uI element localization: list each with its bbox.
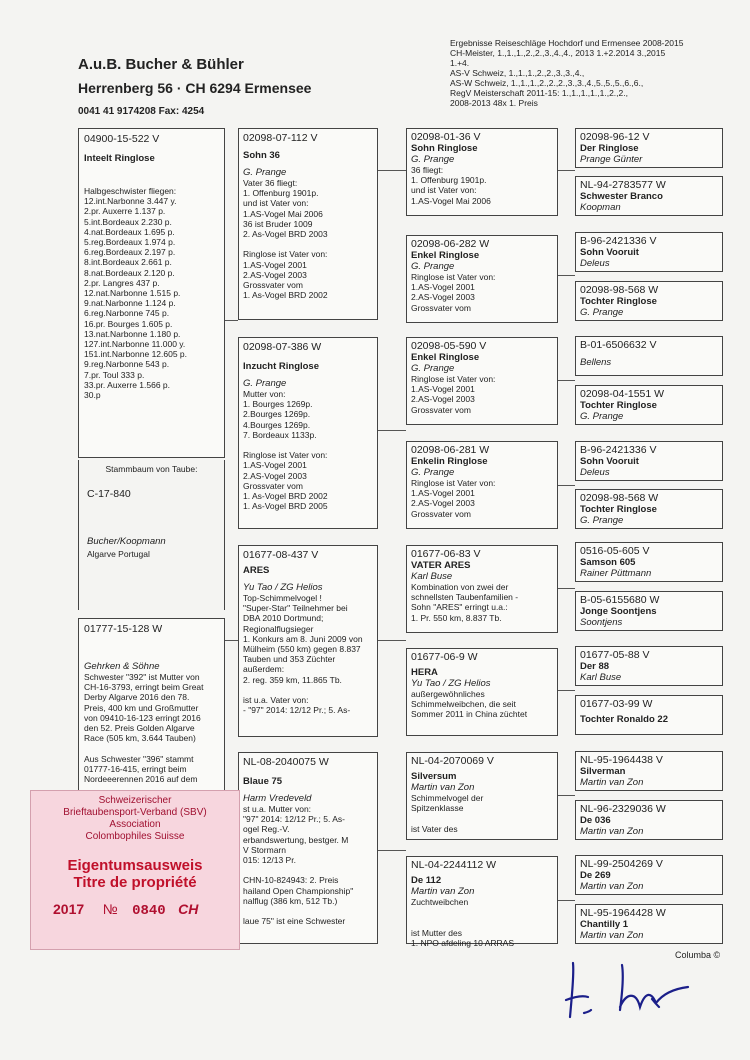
dam-box <box>78 618 225 793</box>
dam-ring: 01777-15-128 W <box>84 623 163 635</box>
gen3-name: Enkel Ringlose <box>411 250 480 261</box>
connector-line <box>558 380 575 381</box>
connector-line <box>225 320 238 321</box>
connector-line <box>378 850 406 851</box>
gen3-breeder: G. Prange <box>411 154 455 165</box>
gen2-box <box>238 752 378 944</box>
stamp-line: Brieftaubensport-Verband (SBV) <box>63 807 207 818</box>
gen3-ring: NL-04-2244112 W <box>411 859 497 871</box>
connector-line <box>558 485 575 486</box>
gen4-box <box>575 128 723 168</box>
gen4-name: De 036 <box>580 815 611 826</box>
gen4-name: Chantilly 1 <box>580 919 629 930</box>
gen3-notes: 36 fliegt: 1. Offenburg 1901p. und ist Vater von: 1.AS-Vogel Mai 2006 <box>411 165 491 206</box>
gen2-breeder: Harm Vredeveld <box>243 793 312 804</box>
gen4-ring: NL-94-2783577 W <box>580 179 666 191</box>
gen2-name: Inzucht Ringlose <box>243 361 319 372</box>
gen4-box <box>575 336 723 376</box>
gen4-breeder: G. Prange <box>580 307 624 318</box>
gen4-breeder: G. Prange <box>580 515 624 526</box>
gen3-ring: 02098-06-281 W <box>411 444 490 456</box>
stammbaum-origin: Algarve Portugal <box>87 549 150 560</box>
gen3-box <box>406 235 558 323</box>
gen4-name: Tochter Ronaldo 22 <box>580 714 668 725</box>
race-results: Ergebnisse Reiseschläge Hochdorf und Ermensee 2008-2015 CH-Meister, 1.,1.,1.,2.,2.,3.,4.,4., 2013 1.+2.2014 3.,2015 1.+4. AS-V Schweiz, 1.,1.,1.,2.,2.,3.,3.,4., AS-W Schweiz, 1.,1.,1.,2.,2.,2.,3.,3.,4.,5.,5.,5.,6.,6., RegV Meisterschaft 2011-15: 1.,1.,1.,1.,1.,2.,2., 2008-2013 48x 1. Preis <box>450 38 684 108</box>
gen4-box <box>575 441 723 481</box>
gen3-notes: Zuchtweibchen ist Mutter des 1. NPO afdeling 10 ARRAS <box>411 897 515 948</box>
gen2-box <box>238 337 378 529</box>
gen4-name: Tochter Ringlose <box>580 296 657 307</box>
gen3-ring: 01677-06-9 W <box>411 651 478 663</box>
connector-line <box>558 690 575 691</box>
gen4-breeder: Prange Günter <box>580 154 643 165</box>
gen3-notes: Kombination von zwei der schnellsten Taubenfamilien - Sohn "ARES" erringt u.a.: 1. Pr. 550 km, 8.837 Tb. <box>411 582 519 623</box>
gen4-breeder: Martin van Zon <box>580 881 644 892</box>
gen4-ring: NL-99-2504269 V <box>580 858 663 870</box>
gen4-box <box>575 232 723 272</box>
stamp-title: Titre de propriété <box>73 874 197 891</box>
gen4-ring: NL-96-2329036 W <box>580 803 666 815</box>
gen4-ring: 02098-98-568 W <box>580 284 659 296</box>
gen3-name: Sohn Ringlose <box>411 143 478 154</box>
gen2-box <box>238 545 378 737</box>
stamp-year: 2017 <box>53 901 85 917</box>
gen3-breeder: G. Prange <box>411 467 455 478</box>
dam-breeder: Gehrken & Söhne <box>84 661 160 672</box>
gen4-ring: 02098-98-568 W <box>580 492 659 504</box>
gen4-breeder: Martin van Zon <box>580 826 644 837</box>
columba-brand: Columba © <box>675 950 721 960</box>
gen4-box <box>575 542 723 582</box>
gen3-breeder: G. Prange <box>411 261 455 272</box>
gen4-box <box>575 695 723 735</box>
gen3-ring: 02098-06-282 W <box>411 238 490 250</box>
gen4-breeder: Deleus <box>580 467 610 478</box>
gen3-breeder: Yu Tao / ZG Helios <box>411 678 491 689</box>
stammbaum-breeder: Bucher/Koopmann <box>87 536 166 548</box>
gen4-ring: 0516-05-605 V <box>580 545 650 557</box>
gen2-ring: NL-08-2040075 W <box>243 756 329 768</box>
gen3-name: De 112 <box>411 875 442 886</box>
gen4-breeder: G. Prange <box>580 411 624 422</box>
gen4-box <box>575 751 723 791</box>
gen2-ring: 02098-07-112 V <box>243 132 318 144</box>
connector-line <box>558 588 575 589</box>
gen4-breeder: Koopman <box>580 202 621 213</box>
signature <box>560 955 710 1030</box>
gen4-box <box>575 855 723 895</box>
gen4-name: Der Ringlose <box>580 143 639 154</box>
gen4-ring: B-96-2421336 V <box>580 444 657 456</box>
subject-ring: 04900-15-522 V <box>84 133 160 145</box>
gen3-breeder: G. Prange <box>411 363 455 374</box>
connector-line <box>558 170 575 171</box>
gen2-box <box>238 128 378 320</box>
gen3-breeder: Martin van Zon <box>411 886 475 897</box>
gen4-box <box>575 591 723 631</box>
gen4-ring: 01677-05-88 V <box>580 649 650 661</box>
stamp-no-label: № <box>102 901 118 917</box>
stamp-number: 0840 <box>132 903 166 919</box>
gen4-name: Samson 605 <box>580 557 636 568</box>
gen3-box <box>406 337 558 425</box>
stammbaum-ring: C-17-840 <box>87 488 131 501</box>
gen4-ring: 01677-03-99 W <box>580 698 653 710</box>
gen4-name: Schwester Branco <box>580 191 663 202</box>
gen3-breeder: Martin van Zon <box>411 782 475 793</box>
connector-line <box>558 795 575 796</box>
gen3-box <box>406 752 558 840</box>
connector-line <box>378 640 406 641</box>
gen4-breeder: Karl Buse <box>580 672 622 683</box>
gen3-ring: 02098-05-590 V <box>411 340 487 352</box>
gen3-notes: außergewöhnliches Schimmelweibchen, die seit Sommer 2011 in China züchtet <box>411 689 528 720</box>
gen4-ring: 02098-04-1551 W <box>580 388 665 400</box>
gen4-ring: B-96-2421336 V <box>580 235 657 247</box>
gen3-ring: 02098-01-36 V <box>411 131 481 143</box>
stamp-line: Association <box>109 819 161 830</box>
gen3-box <box>406 648 558 736</box>
gen4-name: Tochter Ringlose <box>580 504 657 515</box>
gen4-box <box>575 385 723 425</box>
stammbaum-box <box>78 460 225 610</box>
gen3-name: HERA <box>411 667 438 678</box>
gen4-box <box>575 646 723 686</box>
gen2-notes: Top-Schimmelvogel ! "Super-Star" Teilnehmer bei DBA 2010 Dortmund; Regionalflugsieger 1. Konkurs am 8. Juni 2009 von Mülheim (550 km) gegen 8.837 Tauben und 353 Züchter außerdem: 2. reg. 359 km, 11.865 Tb. ist u.a. Vater von: - "97" 2014: 12/12 Pr.; 5. As- <box>243 593 363 716</box>
gen4-box <box>575 904 723 944</box>
gen4-breeder: Bellens <box>580 357 612 368</box>
subject-name: Inteelt Ringlose <box>84 153 155 164</box>
gen3-ring: NL-04-2070069 V <box>411 755 494 767</box>
gen3-notes: Ringlose ist Vater von: 1.AS-Vogel 2001 2.AS-Vogel 2003 Grossvater vom <box>411 374 496 415</box>
gen2-ring: 01677-08-437 V <box>243 549 319 561</box>
gen2-notes: st u.a. Mutter von: "97" 2014: 12/12 Pr.; 5. As- ogel Reg.-V. erbandswertung, bestger. M V Stormarn 015: 12/13 Pr. CHN-10-824943: 2. Preis hailand Open Championship" nalflug (386 km, 512 Tb.) laue 75" ist eine Schwester <box>243 804 354 927</box>
gen4-name: Jonge Soontjens <box>580 606 657 617</box>
connector-line <box>378 430 406 431</box>
gen4-name: Tochter Ringlose <box>580 400 657 411</box>
subject-notes: Halbgeschwister fliegen: 12.int.Narbonne 3.447 y. 2.pr. Auxerre 1.137 p. 5.int.Bordeaux 2.230 p. 4.nat.Bordeaux 1.695 p. 5.reg.Bordeaux 1.974 p. 6.reg.Bordeaux 2.197 p. 8.int.Bordeaux 2.661 p. 8.nat.Bordeaux 2.120 p. 2.pr. Langres 437 p. 12.nat.Narbonne 1.515 p. 9.nat.Narbonne 1.124 p. 6.reg.Narbonne 745 p. 16.pr. Bourges 1.605 p. 13.nat.Narbonne 1.180 p. 127.int.Narbonne 11.000 y. 151.int.Narbonne 12.605 p. 9.reg.Narbonne 543 p. 7.pr. Toul 333 p. 33.pr. Auxerre 1.566 p. 30.p <box>84 186 188 401</box>
connector-line <box>558 275 575 276</box>
gen2-notes: Vater 36 fliegt: 1. Offenburg 1901p. und ist Vater von: 1.AS-Vogel Mai 2006 36 ist Bruder 1009 2. As-Vogel BRD 2003 Ringlose ist Vater von: 1.AS-Vogel 2001 2.AS-Vogel 2003 Grossvater vom 1. As-Vogel BRD 2002 <box>243 178 328 301</box>
gen3-notes: Schimmelvogel der Spitzenklasse ist Vater des <box>411 793 484 834</box>
stamp-line: Colombophiles Suisse <box>85 831 185 842</box>
gen4-breeder: Rainer Püttmann <box>580 568 652 579</box>
gen4-box <box>575 800 723 840</box>
gen2-name: ARES <box>243 565 270 576</box>
gen4-ring: NL-95-1964428 W <box>580 907 666 919</box>
gen4-name: Silverman <box>580 766 626 777</box>
gen3-name: Enkelin Ringlose <box>411 456 488 467</box>
gen3-notes: Ringlose ist Vater von: 1.AS-Vogel 2001 2.AS-Vogel 2003 Grossvater vom <box>411 478 496 519</box>
connector-line <box>225 640 238 641</box>
gen4-box <box>575 281 723 321</box>
gen2-breeder: Yu Tao / ZG Helios <box>243 582 323 593</box>
gen3-box <box>406 441 558 529</box>
gen4-ring: B-05-6155680 W <box>580 594 660 606</box>
breeder-address: Herrenberg 56 · CH 6294 Ermensee <box>78 80 312 96</box>
gen4-name: Sohn Vooruit <box>580 247 639 258</box>
gen4-breeder: Martin van Zon <box>580 777 644 788</box>
gen3-ring: 01677-06-83 V <box>411 548 481 560</box>
gen2-name: Blaue 75 <box>243 776 283 787</box>
gen4-box <box>575 489 723 529</box>
stamp-title: Eigentumsausweis <box>67 857 203 874</box>
gen4-name: De 269 <box>580 870 611 881</box>
gen2-name: Sohn 36 <box>243 150 280 161</box>
gen4-ring: 02098-96-12 V <box>580 131 650 143</box>
signature-scribble <box>560 955 710 1025</box>
gen2-breeder: G. Prange <box>243 167 287 178</box>
gen4-breeder: Martin van Zon <box>580 930 644 941</box>
gen3-box <box>406 128 558 216</box>
gen4-ring: B-01-6506632 V <box>580 339 657 351</box>
gen2-notes: Mutter von: 1. Bourges 1269p. 2.Bourges 1269p. 4.Bourges 1269p. 7. Bordeaux 1133p. Ringlose ist Vater von: 1.AS-Vogel 2001 2.AS-Vogel 2003 Grossvater vom 1. As-Vogel BRD 2002 1. As-Vogel BRD 2005 <box>243 389 328 512</box>
gen4-name: Der 88 <box>580 661 610 672</box>
gen3-notes: Ringlose ist Vater von: 1.AS-Vogel 2001 2.AS-Vogel 2003 Grossvater vom <box>411 272 496 313</box>
gen4-breeder: Soontjens <box>580 617 623 628</box>
gen3-breeder: Karl Buse <box>411 571 453 582</box>
gen3-name: Enkel Ringlose <box>411 352 480 363</box>
breeder-name: A.u.B. Bucher & Bühler <box>78 56 244 73</box>
stamp-line: Schweizerischer <box>98 795 172 806</box>
gen3-name: VATER ARES <box>411 560 471 571</box>
connector-line <box>378 170 406 171</box>
gen2-breeder: G. Prange <box>243 378 287 389</box>
connector-line <box>558 900 575 901</box>
ownership-stamp <box>30 790 240 950</box>
breeder-phone: 0041 41 9174208 Fax: 4254 <box>78 106 205 117</box>
gen4-name: Sohn Vooruit <box>580 456 639 467</box>
subject-box <box>78 128 225 458</box>
gen3-box <box>406 545 558 633</box>
gen2-ring: 02098-07-386 W <box>243 341 322 353</box>
gen4-box <box>575 176 723 216</box>
stamp-country: CH <box>178 901 199 917</box>
stammbaum-label: Stammbaum von Taube: <box>105 464 198 474</box>
gen3-box <box>406 856 558 948</box>
gen3-name: Silversum <box>411 771 457 782</box>
gen4-breeder: Deleus <box>580 258 610 269</box>
dam-notes: Schwester "392" ist Mutter von CH-16-3793, erringt beim Great Derby Algarve 2016 den 78. Preis, 400 km und Großmutter von 09410-16-123 erringt 2016 den 52. Preis Golden Algarve Race (505 km, 3.644 Tauben) Aus Schwester "396" stammt 01777-16-415, erringt beim Nordeeerennen 2016 auf dem <box>84 672 204 785</box>
gen4-ring: NL-95-1964438 V <box>580 754 663 766</box>
